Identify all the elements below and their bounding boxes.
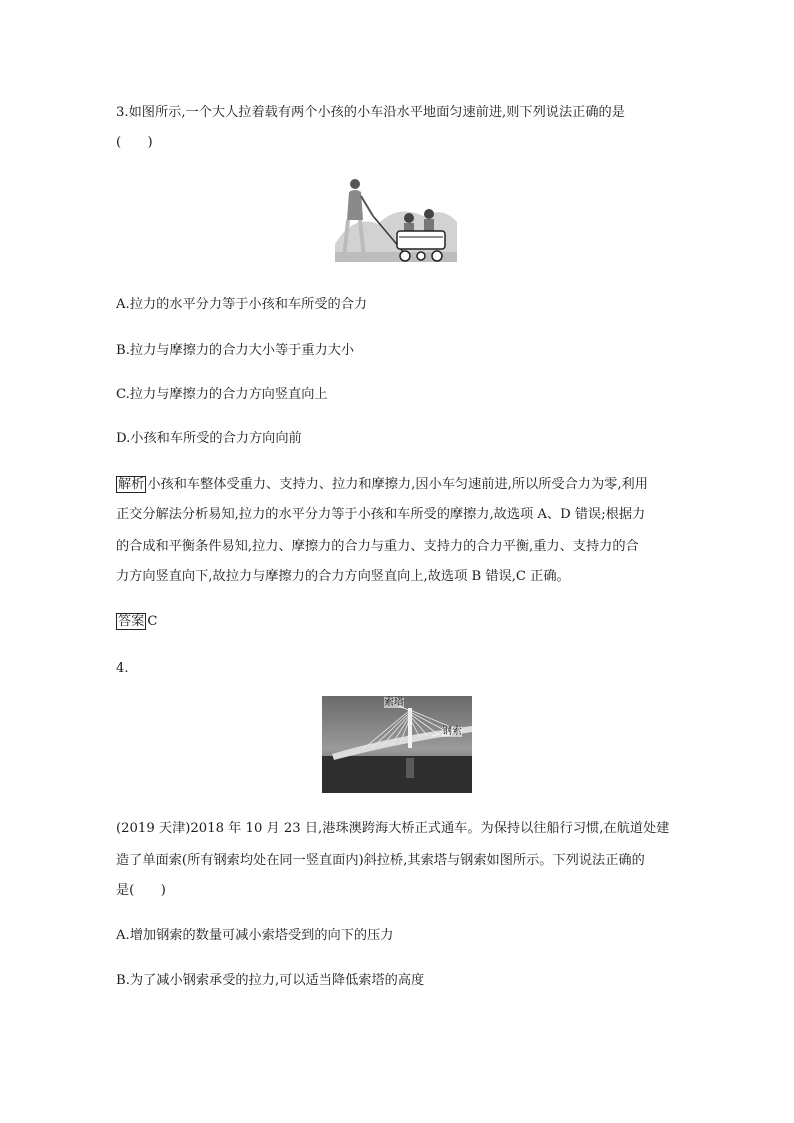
q4-tower-label: 索塔 — [384, 697, 404, 708]
q3-option-d: D.小孩和车所受的合力方向向前 — [116, 431, 302, 446]
q4-stem-line-2: 造了单面索(所有钢索均处在同一竖直面内)斜拉桥,其索塔与钢索如图所示。下列说法正确的 — [116, 853, 645, 868]
q3-option-c: C.拉力与摩擦力的合力方向竖直向上 — [116, 387, 328, 402]
q3-option-a: A.拉力的水平分力等于小孩和车所受的合力 — [116, 297, 368, 312]
q3-answer-line — [116, 613, 157, 631]
q4-cable-label: 钢索 — [442, 726, 462, 737]
q3-option-b: B.拉力与摩擦力的合力大小等于重力大小 — [116, 343, 355, 358]
q3-analysis-label: 解析 — [118, 477, 145, 492]
q3-analysis-line-3: 的合成和平衡条件易知,拉力、摩擦力的合力与重力、支持力的合力平衡,重力、支持力的合 — [116, 539, 639, 554]
q3-analysis-line-1: 解析 小孩和车整体受重力、支持力、拉力和摩擦力,因小车匀速前进,所以所受合力为零,利用 — [118, 477, 648, 492]
q3-answer-blank: ( ) — [116, 135, 153, 150]
q3-stem: 3.如图所示,一个大人拉着载有两个小孩的小车沿水平地面匀速前进,则下列说法正确的是 — [116, 105, 625, 120]
q4-bridge-photo — [322, 696, 472, 793]
q4-option-b: B.为了减小钢索承受的拉力,可以适当降低索塔的高度 — [116, 973, 425, 988]
q4-stem-line-1: (2019 天津)2018 年 10 月 23 日,港珠澳跨海大桥正式通车。为保持以往船行习惯,在航道处建 — [116, 821, 670, 836]
q3-figure-illustration — [333, 174, 458, 269]
q3-answer-label: 答案 — [118, 614, 145, 629]
q4-stem-line-3: 是( ) — [116, 883, 166, 898]
q3-analysis-line-2: 正交分解法分析易知,拉力的水平分力等于小孩和车所受的摩擦力,故选项 A、D 错误;根据力 — [116, 507, 646, 522]
q4-option-a: A.增加钢索的数量可减小索塔受到的向下的压力 — [116, 928, 394, 943]
q4-number: 4. — [116, 661, 129, 676]
q3-analysis-line-4: 力方向竖直向下,故拉力与摩擦力的合力方向竖直向上,故选项 B 错误,C 正确。 — [116, 569, 570, 584]
q3-answer-value: C — [147, 614, 158, 629]
